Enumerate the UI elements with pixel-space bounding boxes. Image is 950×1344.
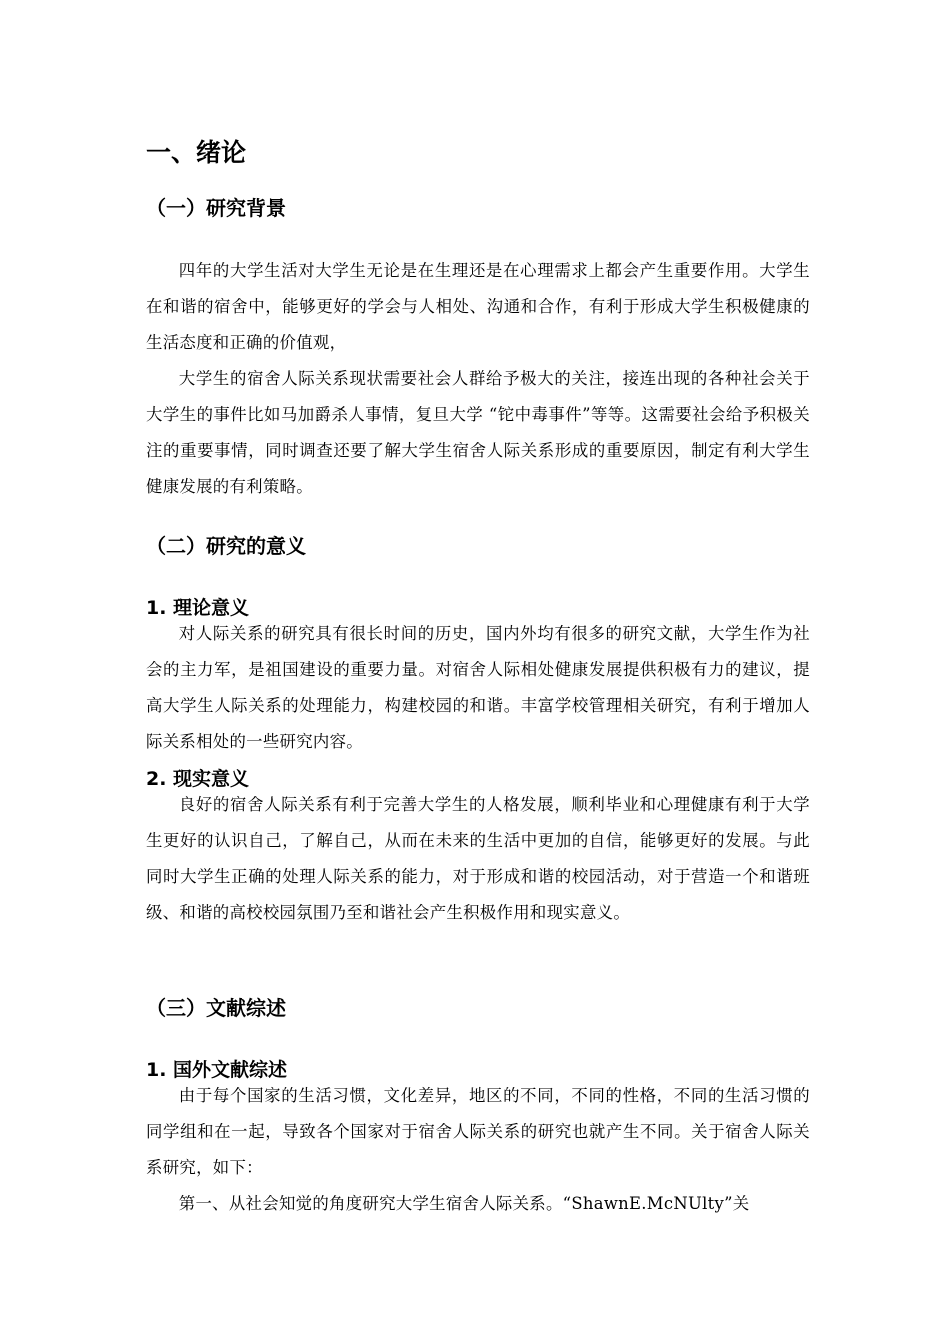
paragraph-foreign-literature-1: 由于每个国家的生活习惯，文化差异，地区的不同，不同的性格，不同的生活习惯的同学组和在一起，导致各个国家对于宿舍人际关系的研究也就产生不同。关于宿舍人际关系研究，如下： xyxy=(146,1086,810,1177)
paragraph-foreign-literature-2: 第一、从社会知觉的角度研究大学生宿舍人际关系。“ShawnE.McNUlty”关 xyxy=(178,1194,750,1213)
paragraph-practice: 良好的宿舍人际关系有利于完善大学生的人格发展，顺利毕业和心理健康有利于大学生更好的认识自己，了解自己，从而在未来的生活中更加的自信，能够更好的发展。与此同时大学生正确的处理人际关系的能力，对于形成和谐的校园活动，对于营造一个和谐班级、和谐的高校校园氛围乃至和谐社会产生积极作用和现实意义。 xyxy=(146,795,810,922)
subsection-heading-theory: 1. 理论意义 xyxy=(146,597,250,619)
paragraph-background-1: 四年的大学生活对大学生无论是在生理还是在心理需求上都会产生重要作用。大学生在和谐的宿舍中，能够更好的学会与人相处、沟通和合作，有利于形成大学生积极健康的生活态度和正确的价值观， xyxy=(146,261,810,352)
chapter-title: 一、绪论 xyxy=(146,138,247,167)
section-heading-background: （一）研究背景 xyxy=(146,196,286,220)
section-heading-literature: （三）文献综述 xyxy=(146,996,286,1020)
section-heading-significance: （二）研究的意义 xyxy=(146,534,306,558)
subsection-heading-practice: 2. 现实意义 xyxy=(146,768,250,790)
paragraph-theory: 对人际关系的研究具有很长时间的历史，国内外均有很多的研究文献，大学生作为社会的主力军，是祖国建设的重要力量。对宿舍人际相处健康发展提供积极有力的建议，提高大学生人际关系的处理能力，构建校园的和谐。丰富学校管理相关研究，有利于增加人际关系相处的一些研究内容。 xyxy=(146,624,810,751)
subsection-heading-foreign-literature: 1. 国外文献综述 xyxy=(146,1059,288,1081)
paragraph-background-2: 大学生的宿舍人际关系现状需要社会人群给予极大的关注，接连出现的各种社会关于大学生的事件比如马加爵杀人事情，复旦大学 “铊中毒事件”等等。这需要社会给予积极关注的重要事情，同时调查还要了解大学生宿舍人际关系形成的重要原因，制定有利大学生健康发展的有利策略。 xyxy=(146,369,810,496)
